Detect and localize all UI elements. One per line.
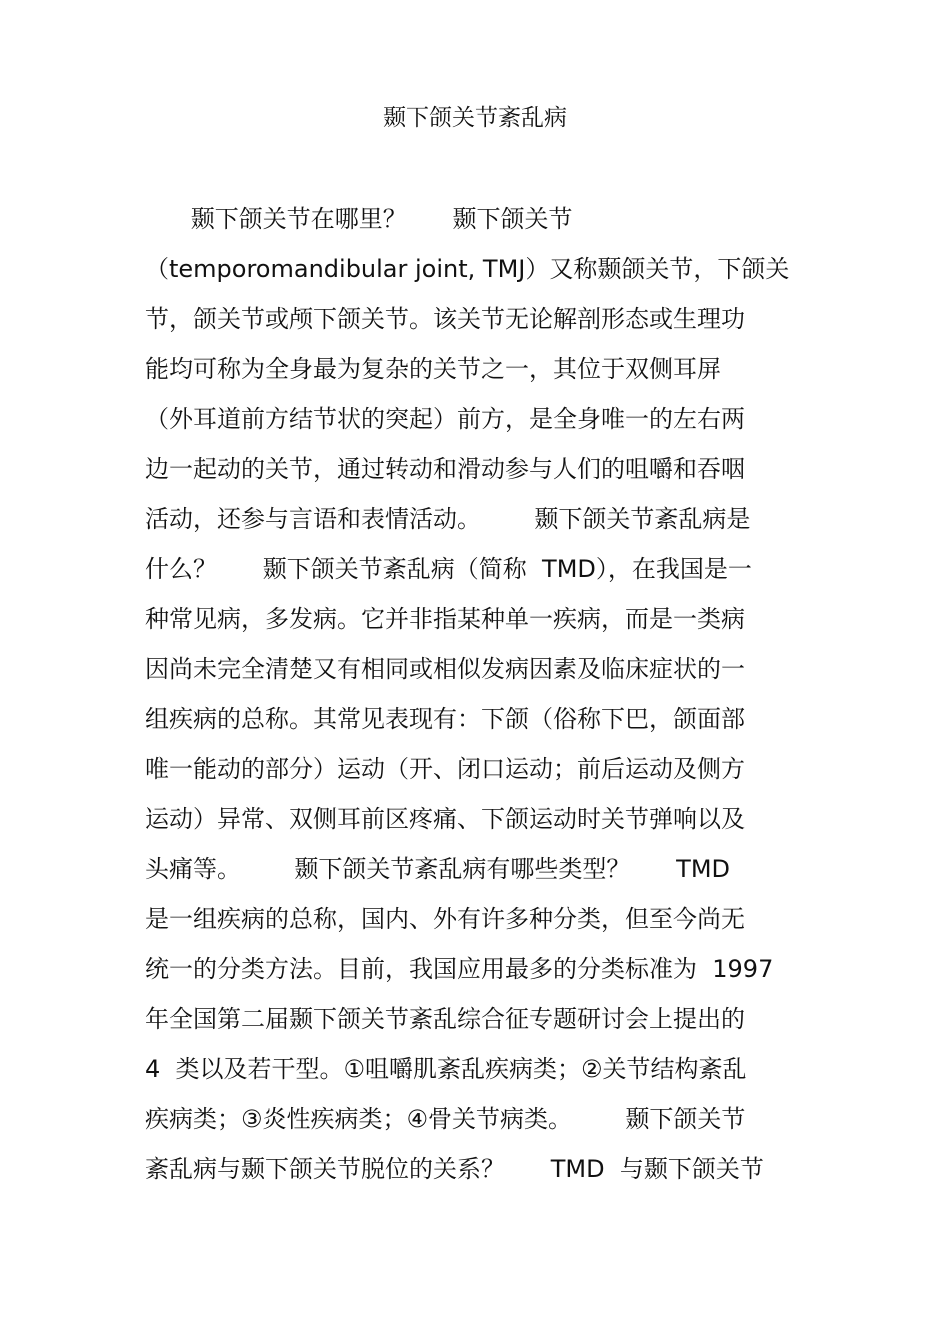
body-line: 组疾病的总称。其常见表现有：下颌（俗称下巴，颌面部 bbox=[145, 705, 745, 733]
body-line: 紊乱病与颞下颌关节脱位的关系？ TMD 与颞下颌关节 bbox=[145, 1155, 764, 1183]
body-line: 唯一能动的部分）运动（开、闭口运动；前后运动及侧方 bbox=[145, 755, 745, 783]
body-line: 什么？ 颞下颌关节紊乱病（简称 TMD），在我国是一 bbox=[145, 555, 752, 583]
body-line: 颞下颌关节在哪里？ 颞下颌关节 bbox=[145, 205, 573, 233]
body-line: 头痛等。 颞下颌关节紊乱病有哪些类型？ TMD bbox=[145, 855, 731, 883]
body-line: （temporomandibular joint, TMJ）又称颞颌关节，下颌关 bbox=[145, 255, 790, 283]
document-body bbox=[145, 196, 805, 1196]
body-line: 运动）异常、双侧耳前区疼痛、下颌运动时关节弹响以及 bbox=[145, 805, 745, 833]
document-title: 颞下颌关节紊乱病 bbox=[383, 105, 567, 131]
body-line: 统一的分类方法。目前，我国应用最多的分类标准为 1997 bbox=[145, 955, 774, 983]
body-line: 活动，还参与言语和表情活动。 颞下颌关节紊乱病是 bbox=[145, 505, 751, 533]
body-line: 边一起动的关节，通过转动和滑动参与人们的咀嚼和吞咽 bbox=[145, 455, 745, 483]
body-line: 种常见病，多发病。它并非指某种单一疾病，而是一类病 bbox=[145, 605, 745, 633]
body-line: 节，颌关节或颅下颌关节。该关节无论解剖形态或生理功 bbox=[145, 305, 745, 333]
body-line: 疾病类；③炎性疾病类；④骨关节病类。 颞下颌关节 bbox=[145, 1105, 746, 1133]
body-line: 是一组疾病的总称，国内、外有许多种分类，但至今尚无 bbox=[145, 905, 745, 933]
body-line: 4 类以及若干型。①咀嚼肌紊乱疾病类；②关节结构紊乱 bbox=[145, 1055, 747, 1083]
body-line: （外耳道前方结节状的突起）前方，是全身唯一的左右两 bbox=[145, 405, 745, 433]
body-line: 年全国第二届颞下颌关节紊乱综合征专题研讨会上提出的 bbox=[145, 1005, 745, 1033]
body-line: 因尚未完全清楚又有相同或相似发病因素及临床症状的一 bbox=[145, 655, 745, 683]
body-line: 能均可称为全身最为复杂的关节之一，其位于双侧耳屏 bbox=[145, 355, 721, 383]
